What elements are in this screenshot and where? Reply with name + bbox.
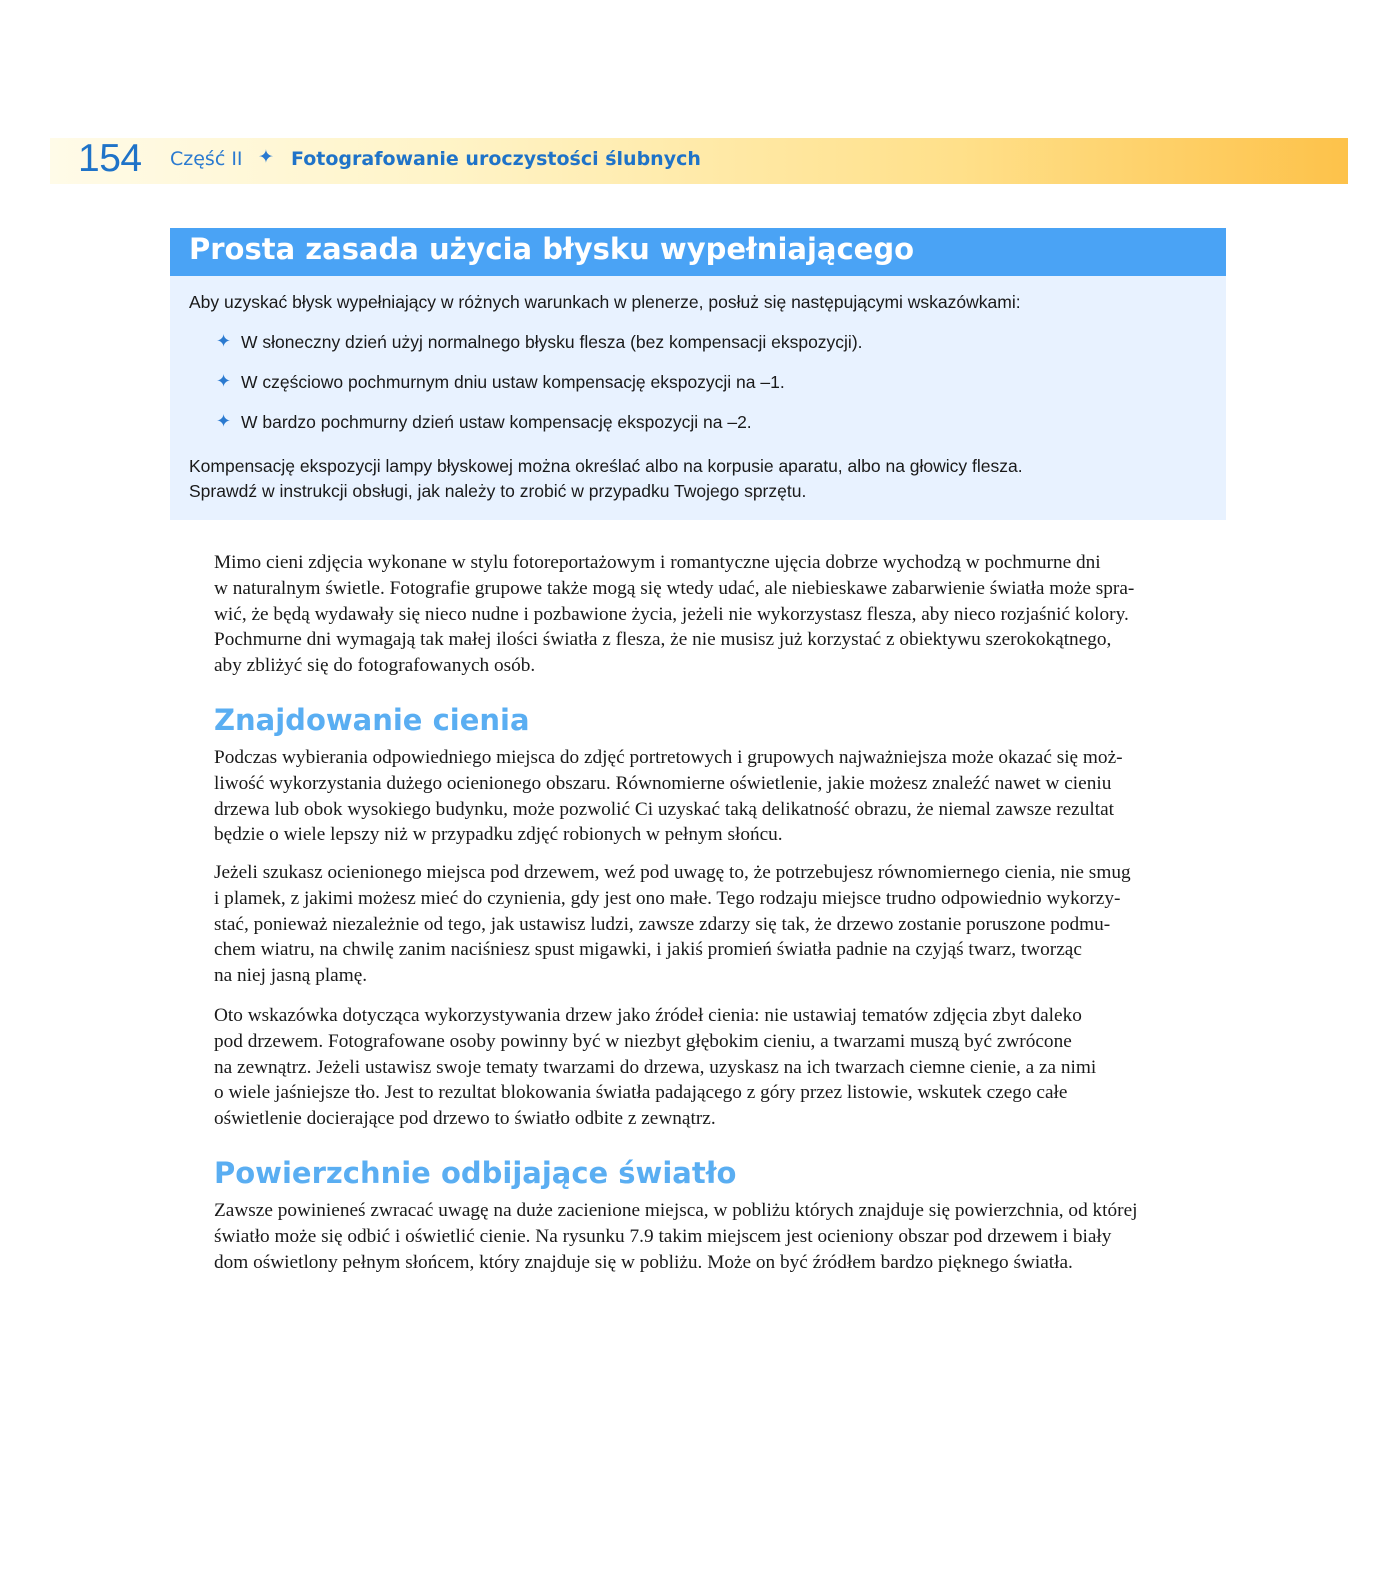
list-item xyxy=(216,368,863,408)
body-paragraph xyxy=(214,1003,1214,1132)
chapter-title: Fotografowanie uroczystości ślubnych xyxy=(291,148,701,170)
tip-box xyxy=(170,228,1226,520)
text-line: aby zbliżyć się do fotografowanych osób. xyxy=(214,655,536,677)
text-line: Oto wskazówka dotycząca wykorzystywania drzew jako źródeł cienia: nie ustawiaj tematów zdjęcia zbyt daleko xyxy=(214,1005,1082,1026)
text-line: Jeżeli szukasz ocienionego miejsca pod drzewem, weź pod uwagę to, że potrzebujesz równomiernego cienia, nie smug xyxy=(214,862,1131,883)
tip-title: Prosta zasada użycia błysku wypełniającego xyxy=(189,232,914,266)
text-line: Pochmurne dni wymagają tak małej ilości światła z flesza, że nie musisz już korzystać z obiektywu szerokokątnego, xyxy=(214,629,1112,651)
body-paragraph xyxy=(214,745,1214,848)
text-line: drzewa lub obok wysokiego budynku, może pozwolić Ci uzyskać taką delikatność obrazu, że niemal zawsze rezultat xyxy=(214,798,1115,820)
four-point-star-icon: ✦ xyxy=(216,411,232,432)
list-item xyxy=(216,328,863,368)
text-line: Sprawdź w instrukcji obsługi, jak należy to zrobić w przypadku Twojego sprzętu. xyxy=(189,481,807,501)
text-line: dom oświetlony pełnym słońcem, który znajduje się w pobliżu. Może on być źródłem bardzo pięknego światła. xyxy=(214,1251,1073,1273)
body-paragraph xyxy=(214,550,1214,679)
text-line: o wiele jaśniejsze tło. Jest to rezultat blokowania światła padającego z góry przez listowie, wskutek czego całe xyxy=(214,1082,1068,1104)
four-point-star-icon: ✦ xyxy=(216,371,232,392)
text-line: i plamek, z jakimi możesz mieć do czynienia, gdy jest ono małe. Tego rodzaju miejsce trudno odpowiednio wykorzy- xyxy=(214,887,1121,909)
text-line: pod drzewem. Fotografowane osoby powinny być w niezbyt głębokim cieniu, a twarzami muszą być zwrócone xyxy=(214,1030,1072,1052)
text-line: stać, ponieważ niezależnie od tego, jak ustawisz ludzi, zawsze zdarzy się tak, że drzewo zostanie poruszone podmu- xyxy=(214,913,1111,935)
page-number: 154 xyxy=(78,137,142,180)
tip-intro: Aby uzyskać błysk wypełniający w różnych warunkach w plenerze, posłuż się następującymi wskazówkami: xyxy=(189,292,1021,312)
tip-title-bar xyxy=(170,228,1226,276)
tip-bullet-list xyxy=(216,328,863,448)
section-heading: Znajdowanie cienia xyxy=(214,703,530,737)
text-line: wić, że będą wydawały się nieco nudne i pozbawione życia, jeżeli nie wykorzystasz flesza, aby nieco rozjaśnić kolory. xyxy=(214,603,1129,625)
text-line: na zewnątrz. Jeżeli ustawisz swoje tematy twarzami do drzewa, uzyskasz na ich twarzach ciemne cienie, a za nimi xyxy=(214,1056,1097,1078)
text-line: na niej jasną plamę. xyxy=(214,965,368,987)
list-item xyxy=(216,408,863,448)
text-line: będzie o wiele lepszy niż w przypadku zdjęć robionych w pełnym słońcu. xyxy=(214,824,783,846)
part-label: Część II xyxy=(170,148,243,170)
text-line: Mimo cieni zdjęcia wykonane w stylu fotoreportażowym i romantyczne ujęcia dobrze wychodzą w pochmurne dni xyxy=(214,552,1101,573)
text-line: chem wiatru, na chwilę zanim naciśniesz spust migawki, i jakiś promień światła padnie na czyjąś twarz, tworząc xyxy=(214,939,1082,961)
text-line: Kompensację ekspozycji lampy błyskowej można określać albo na korpusie aparatu, albo na głowicy flesza. xyxy=(189,456,1023,476)
body-paragraph xyxy=(214,860,1214,989)
four-point-star-icon: ✦ xyxy=(258,146,274,168)
text-line: oświetlenie docierające pod drzewo to światło odbite z zewnątrz. xyxy=(214,1108,716,1130)
text-line: światło może się odbić i oświetlić cienie. Na rysunku 7.9 takim miejscem jest ocieniony obszar pod drzewem i biały xyxy=(214,1225,1112,1247)
text-line: liwość wykorzystania dużego ocienionego obszaru. Równomierne oświetlenie, jakie możesz znaleźć nawet w cieniu xyxy=(214,772,1112,794)
list-item-text: W częściowo pochmurnym dniu ustaw kompensację ekspozycji na –1. xyxy=(241,372,785,392)
body-paragraph xyxy=(214,1198,1214,1275)
section-heading: Powierzchnie odbijające światło xyxy=(214,1156,737,1190)
text-line: Zawsze powinieneś zwracać uwagę na duże zacienione miejsca, w pobliżu których znajduje się powierzchnia, od której xyxy=(214,1200,1138,1221)
list-item-text: W słoneczny dzień użyj normalnego błysku flesza (bez kompensacji ekspozycji). xyxy=(241,332,863,352)
list-item-text: W bardzo pochmurny dzień ustaw kompensację ekspozycji na –2. xyxy=(241,412,752,432)
tip-note xyxy=(189,454,1023,504)
four-point-star-icon: ✦ xyxy=(216,331,232,352)
text-line: Podczas wybierania odpowiedniego miejsca do zdjęć portretowych i grupowych najważniejsza może okazać się moż- xyxy=(214,747,1123,768)
text-line: w naturalnym świetle. Fotografie grupowe także mogą się wtedy udać, ale niebieskawe zabarwienie światła może spra- xyxy=(214,577,1135,599)
